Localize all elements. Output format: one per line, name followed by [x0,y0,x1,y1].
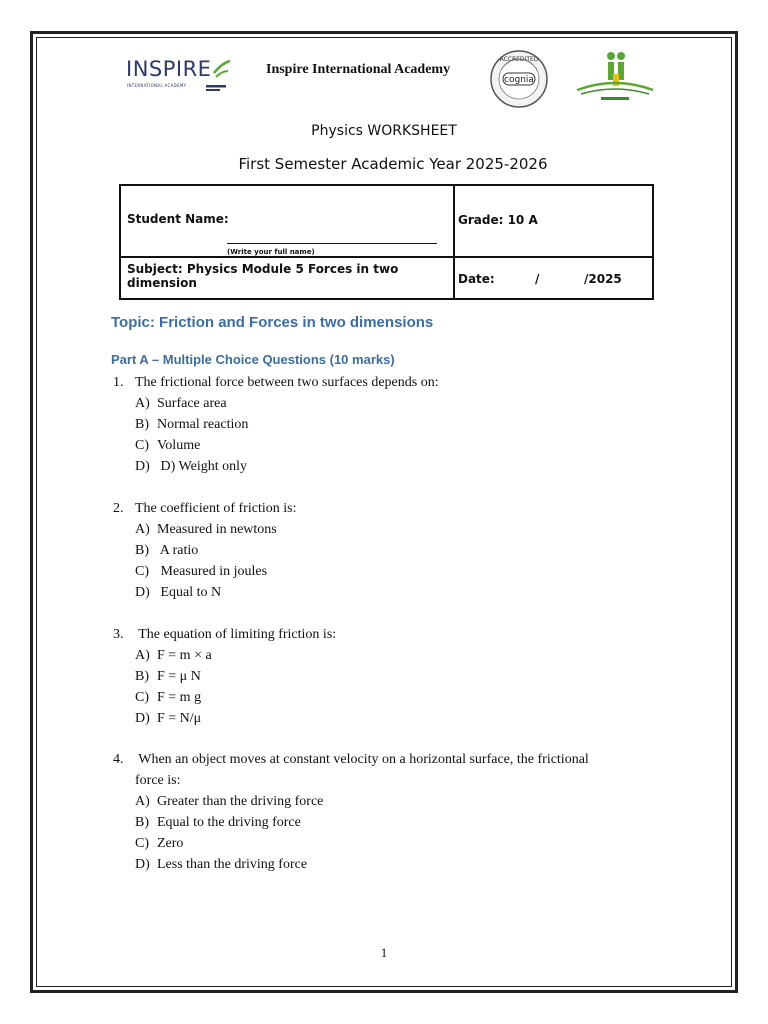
cognia-accreditation-seal [489,47,549,111]
option-b: B) A ratio [135,543,199,558]
option-c: C) Measured in joules [135,564,268,579]
option-d: D) F = N/μ [135,711,202,726]
question-stem: 2. The coefficient of friction is: [113,501,297,516]
student-name-label: Student Name: [127,212,229,226]
page-number: 1 [380,945,388,960]
inspire-logo-text: INSPIRE [126,57,212,81]
student-name-hint: (Write your full name) [227,248,315,256]
option-a: A) F = m × a [135,648,212,663]
student-name-cell[interactable] [127,208,447,256]
option-d: D) D) Weight only [135,459,247,474]
date-year: /2025 [584,272,622,286]
option-c: C) Volume [135,438,201,453]
table-divider-horizontal [121,256,652,258]
date-separator: / [535,272,540,286]
cognia-ring-text: ACCREDITED [499,56,539,63]
part-a-heading: Part A – Multiple Choice Questions (10 marks) [111,352,395,367]
topic-heading: Topic: Friction and Forces in two dimensions [111,314,434,331]
student-info-table [119,184,654,300]
question-4 [113,749,589,875]
inspire-leaf-icon [206,59,236,91]
option-c: C) F = m g [135,690,202,705]
question-stem-continued: force is: [135,773,181,788]
worksheet-subtitle: First Semester Academic Year 2025-2026 [238,155,548,173]
option-b: B) F = μ N [135,669,201,684]
cognia-text: cognia [504,75,534,85]
worksheet-title: Physics WORKSHEET [311,123,457,139]
option-a: A) Measured in newtons [135,522,277,537]
al-ameed-logo [575,50,655,106]
student-name-line[interactable] [227,243,437,244]
option-a: A) Surface area [135,396,227,411]
option-b: B) Equal to the driving force [135,815,301,830]
question-3 [113,624,336,729]
option-c: C) Zero [135,836,184,851]
question-2 [113,498,296,603]
question-stem: 4. When an object moves at constant velocity on a horizontal surface, the frictional [113,752,589,767]
academy-name: Inspire International Academy [266,62,451,77]
question-1 [113,372,439,477]
option-d: D) Equal to N [135,585,222,600]
question-stem: 1. The frictional force between two surfaces depends on: [113,375,439,390]
subject-label: Subject: Physics Module 5 Forces in two dimension [127,262,399,290]
option-a: A) Greater than the driving force [135,794,324,809]
inspire-logo [126,57,236,97]
date-label: Date: [458,272,495,286]
inspire-logo-subtext: INTERNATIONAL ACADEMY [127,83,187,88]
question-stem: 3. The equation of limiting friction is: [113,627,337,642]
option-d: D) Less than the driving force [135,857,308,872]
grade-label: Grade: 10 A [458,213,538,227]
option-b: B) Normal reaction [135,417,249,432]
table-divider-vertical [453,186,455,298]
